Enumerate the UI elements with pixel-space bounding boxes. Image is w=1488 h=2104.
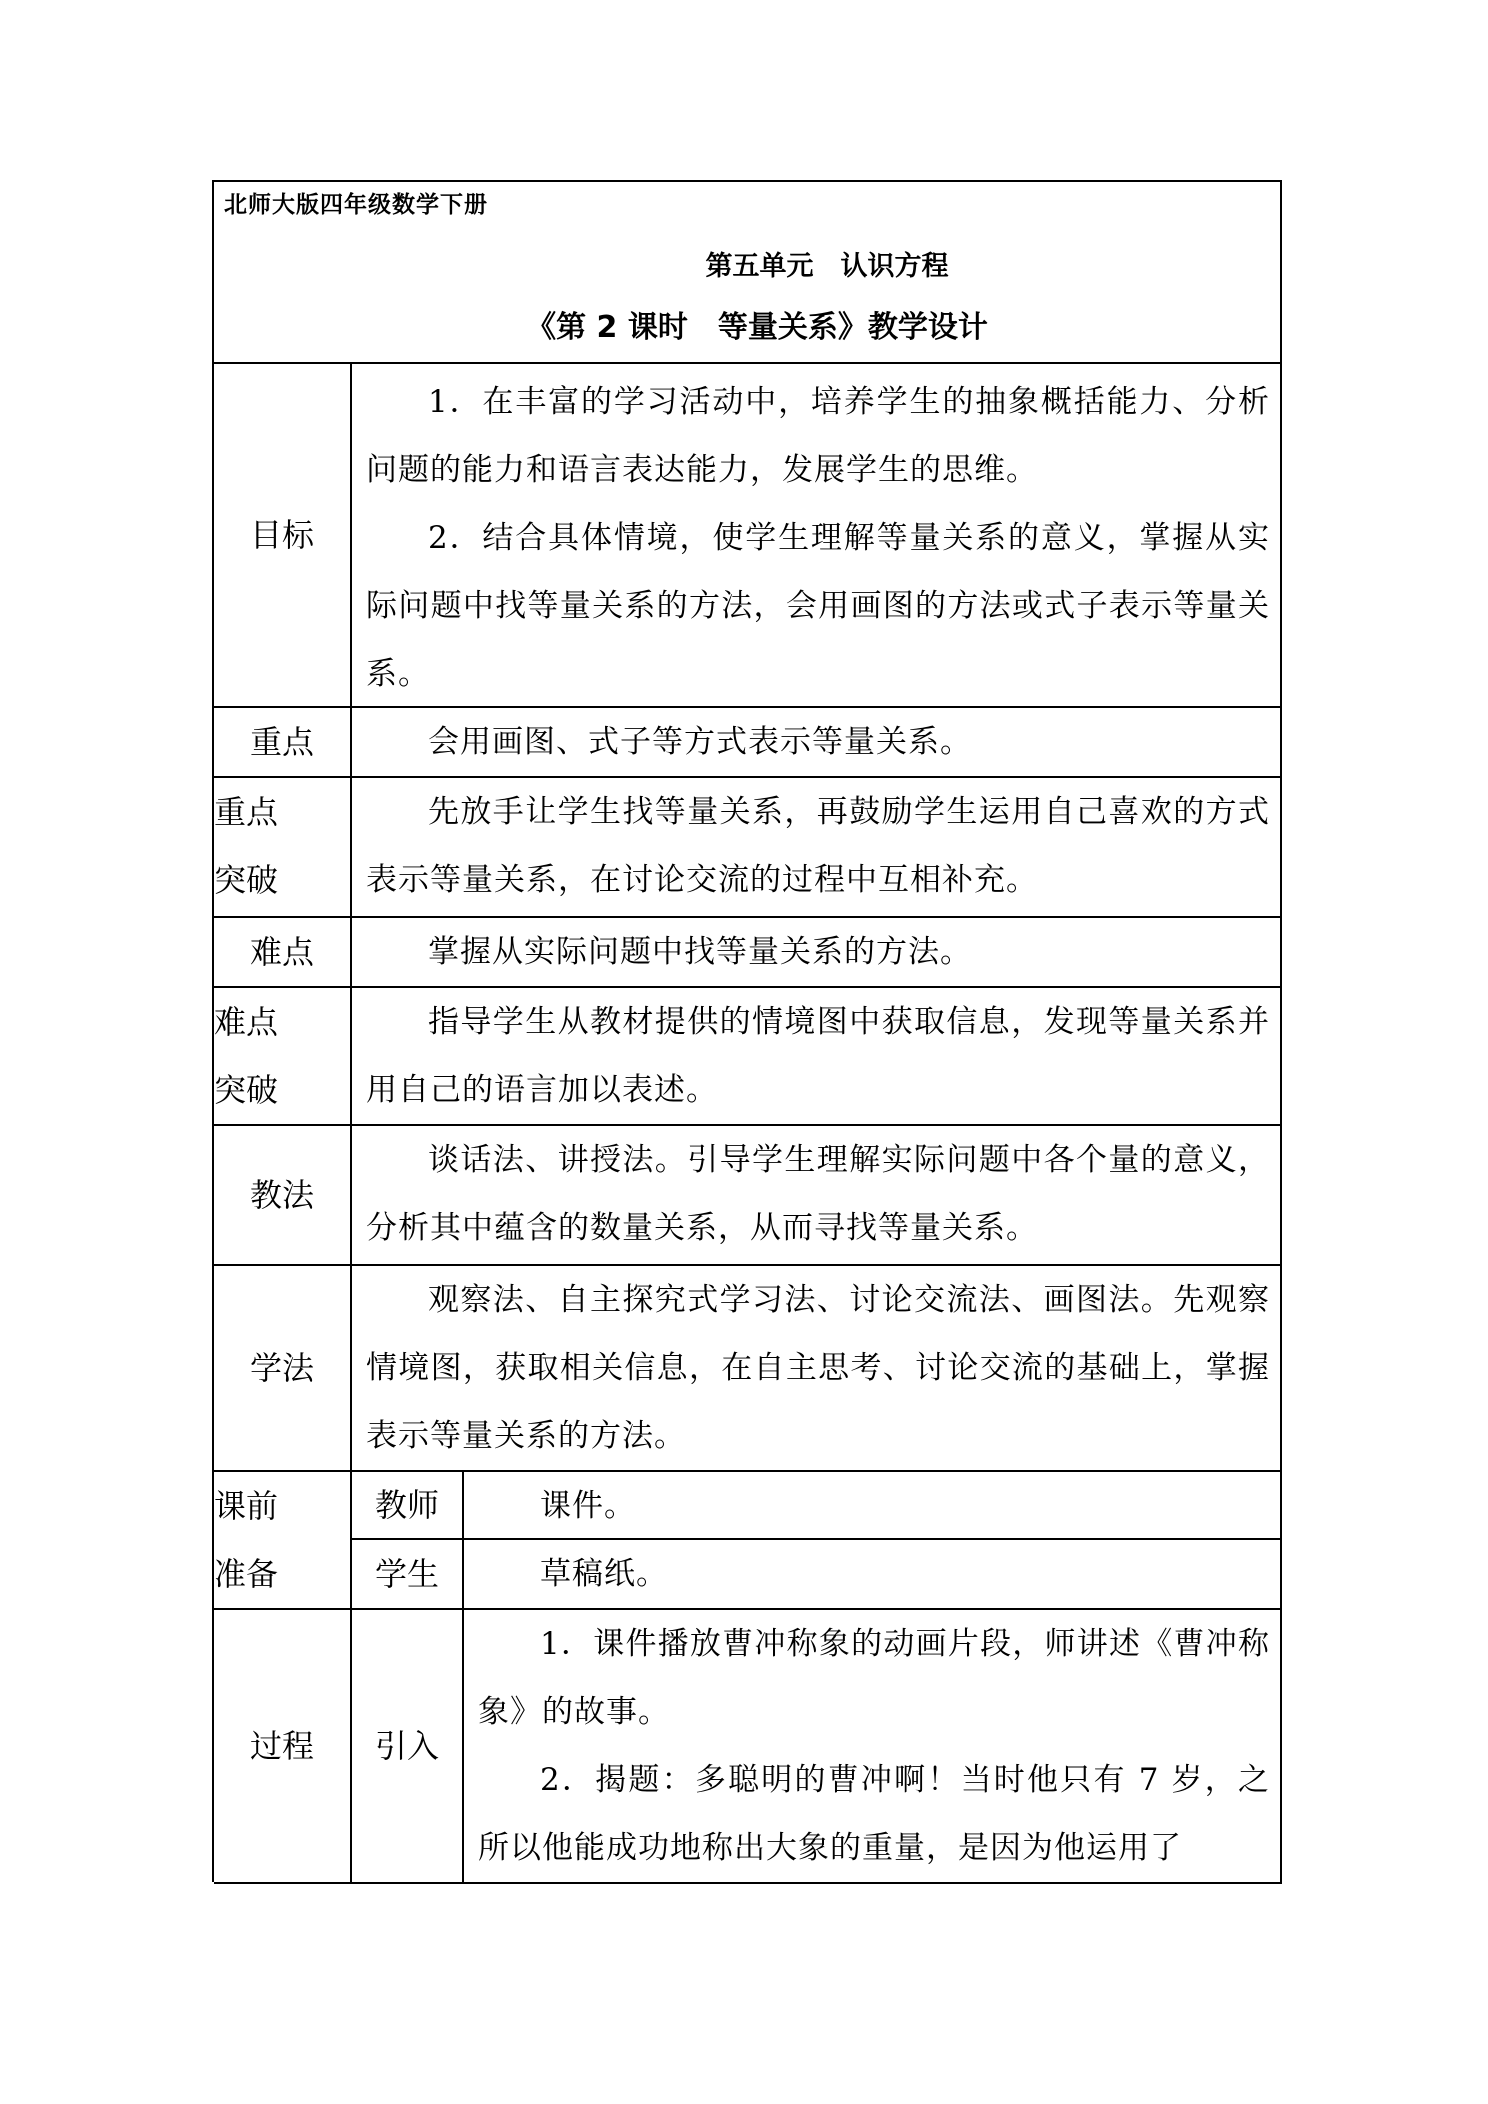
difficulty-breakthrough-label-2: 突破 <box>214 1071 279 1109</box>
unit-title: 第五单元 认识方程 <box>705 251 949 282</box>
student-prep-text: 草稿纸。 <box>540 1556 668 1592</box>
difficulty-breakthrough-label <box>214 988 352 1126</box>
teaching-method-label <box>214 1126 352 1266</box>
intro-content <box>464 1610 1282 1884</box>
difficulty-label <box>214 918 352 988</box>
goal-item-2: 2．结合具体情境，使学生理解等量关系的意义，掌握从实际问题中找等量关系的方法，会用画图的方法或式子表示等量关系。 <box>366 520 1270 692</box>
preparation-label-1: 课前 <box>214 1487 279 1525</box>
lesson-title: 《第 2 课时 等量关系》教学设计 <box>526 310 988 345</box>
key-point-label <box>214 708 352 778</box>
teacher-prep-text: 课件。 <box>540 1488 636 1524</box>
teacher-label <box>352 1472 464 1540</box>
teacher-prep-content <box>464 1472 1282 1540</box>
difficulty-content <box>352 918 1282 988</box>
intro-step-2: 2．揭题：多聪明的曹冲啊！当时他只有 7 岁，之所以他能成功地称出大象的重量，是因为他运用了 <box>478 1762 1270 1866</box>
key-breakthrough-text: 先放手让学生找等量关系，再鼓励学生运用自己喜欢的方式表示等量关系，在讨论交流的过程中互相补充。 <box>366 794 1270 898</box>
preparation-label <box>214 1472 352 1610</box>
learning-method-content <box>352 1266 1282 1472</box>
goal-label-text: 目标 <box>249 516 314 554</box>
student-prep-content <box>464 1540 1282 1610</box>
intro-label-text: 引入 <box>374 1727 439 1765</box>
goal-item-1: 1．在丰富的学习活动中，培养学生的抽象概括能力、分析问题的能力和语言表达能力，发展学生的思维。 <box>366 384 1270 488</box>
learning-method-text: 观察法、自主探究式学习法、讨论交流法、画图法。先观察情境图，获取相关信息，在自主思考、讨论交流的基础上，掌握表示等量关系的方法。 <box>366 1282 1270 1454</box>
difficulty-label-text: 难点 <box>249 933 314 971</box>
difficulty-breakthrough-content <box>352 988 1282 1126</box>
difficulty-breakthrough-label-1: 难点 <box>214 1003 279 1041</box>
key-point-label-text: 重点 <box>249 723 314 761</box>
publisher-line: 北师大版四年级数学下册 <box>224 192 488 218</box>
learning-method-label-text: 学法 <box>249 1349 314 1387</box>
difficulty-text: 掌握从实际问题中找等量关系的方法。 <box>428 934 972 970</box>
goal-content <box>352 364 1282 708</box>
student-label <box>352 1540 464 1610</box>
lesson-plan-table <box>212 180 1282 1882</box>
teacher-label-text: 教师 <box>374 1486 439 1524</box>
intro-step-1: 1．课件播放曹冲称象的动画片段，师讲述《曹冲称象》的故事。 <box>478 1626 1270 1730</box>
key-breakthrough-label <box>214 778 352 918</box>
key-breakthrough-content <box>352 778 1282 918</box>
preparation-label-2: 准备 <box>214 1555 279 1593</box>
learning-method-label <box>214 1266 352 1472</box>
goal-label <box>214 364 352 708</box>
teaching-method-content <box>352 1126 1282 1266</box>
key-breakthrough-label-1: 重点 <box>214 793 279 831</box>
process-label-text: 过程 <box>249 1727 314 1765</box>
document-header <box>214 182 1282 364</box>
key-point-text: 会用画图、式子等方式表示等量关系。 <box>428 724 972 760</box>
student-label-text: 学生 <box>374 1555 439 1593</box>
teaching-method-text: 谈话法、讲授法。引导学生理解实际问题中各个量的意义，分析其中蕴含的数量关系，从而寻找等量关系。 <box>366 1142 1270 1246</box>
key-point-content <box>352 708 1282 778</box>
teaching-method-label-text: 教法 <box>249 1176 314 1214</box>
key-breakthrough-label-2: 突破 <box>214 861 279 899</box>
difficulty-breakthrough-text: 指导学生从教材提供的情境图中获取信息，发现等量关系并用自己的语言加以表述。 <box>366 1004 1270 1108</box>
process-label <box>214 1610 352 1884</box>
intro-label <box>352 1610 464 1884</box>
